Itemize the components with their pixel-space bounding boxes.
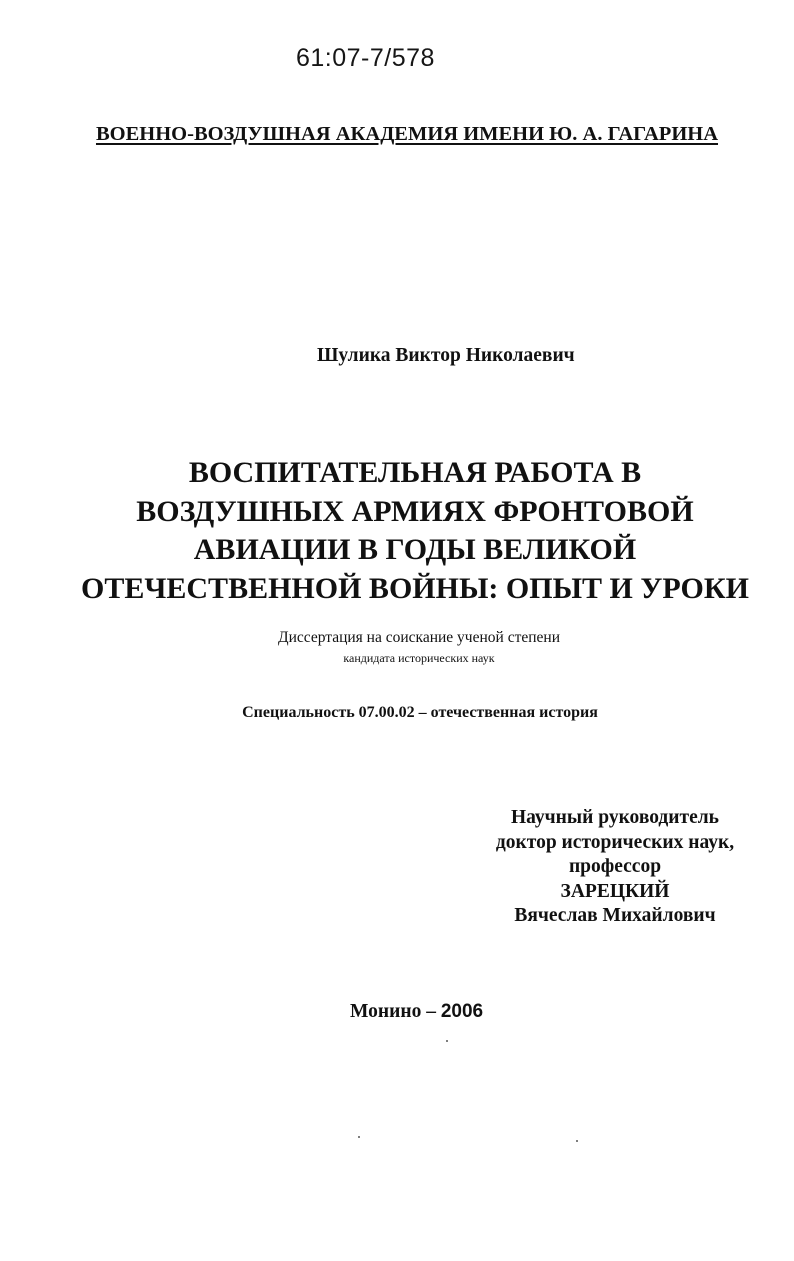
institution-name: ВОЕННО-ВОЗДУШНАЯ АКАДЕМИЯ ИМЕНИ Ю. А. ГАГАРИНА [95,123,719,145]
scan-speck [446,1040,448,1042]
supervisor-block [480,806,750,929]
degree-statement: Диссертация на соискание ученой степени [278,629,560,646]
supervisor-surname: ЗАРЕЦКИЙ [560,880,670,902]
supervisor-role: Научный руководитель [511,807,719,828]
supervisor-degree: доктор исторических наук, [495,831,735,853]
specialty: Специальность 07.00.02 – отечественная история [242,704,598,721]
title-line: ВОСПИТАТЕЛЬНАЯ РАБОТА В [188,456,642,489]
catalog-number: 61:07-7/578 [296,44,435,72]
title-line: ВОЗДУШНЫХ АРМИЯХ ФРОНТОВОЙ [136,494,694,528]
supervisor-given-names: Вячеслав Михайлович [514,905,716,926]
author-name: Шулика Виктор Николаевич [317,345,575,366]
title-line: ОТЕЧЕСТВЕННОЙ ВОЙНЫ: ОПЫТ И УРОКИ [81,571,749,605]
place-and-year [350,1001,483,1023]
year: 2006 [440,1001,484,1022]
supervisor-title: профессор [568,856,662,877]
scan-speck [576,1140,578,1142]
place: Монино – [350,1001,436,1022]
scan-speck [358,1136,360,1138]
title-line: АВИАЦИИ В ГОДЫ ВЕЛИКОЙ [193,533,637,566]
dissertation-title [0,454,794,608]
degree-level: кандидата исторических наук [343,651,495,665]
